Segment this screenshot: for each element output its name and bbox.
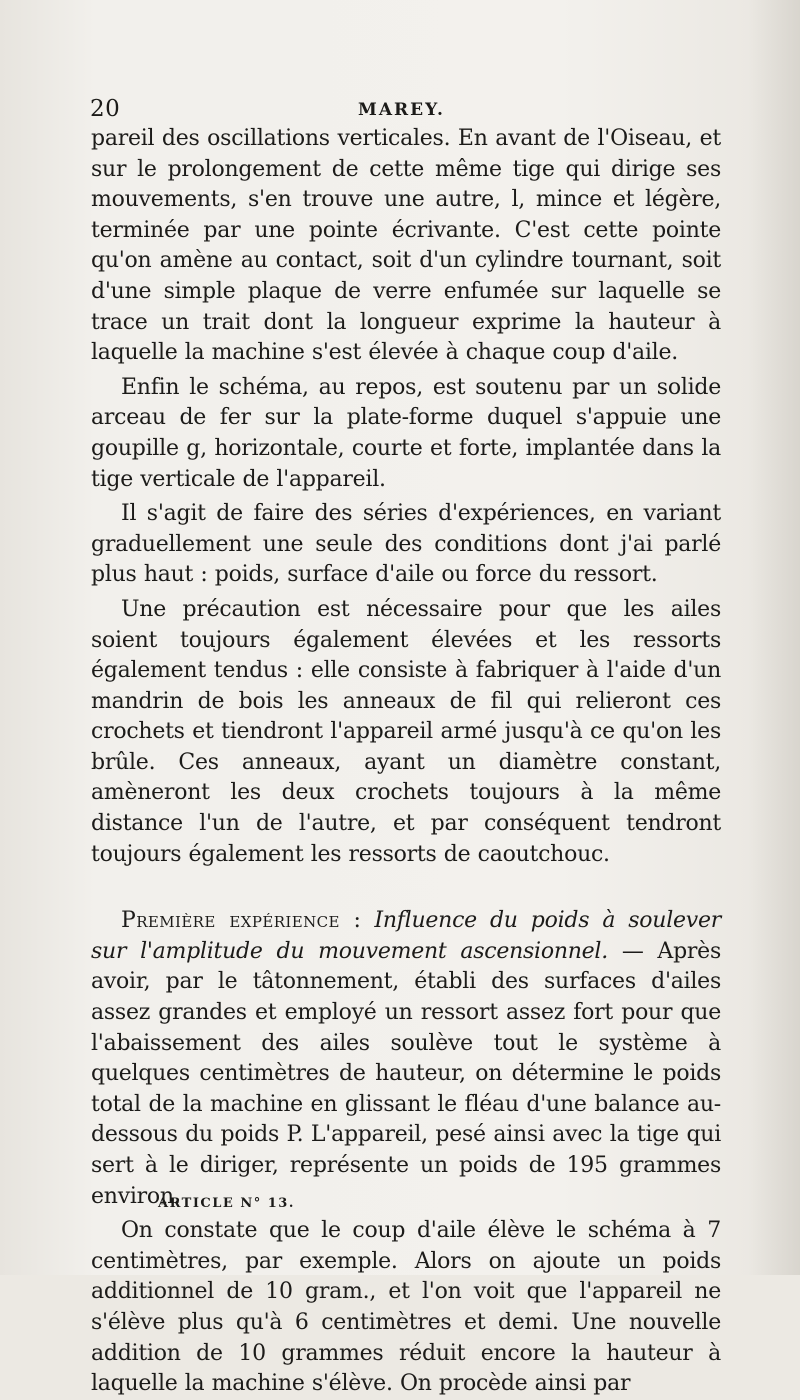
paragraph-2: Enfin le schéma, au repos, est soutenu par un solide arceau de fer sur la plate-forme duquel s'appuie une goupille g, horizontale, courte et forte, implantée dans la tige verticale de l'appareil. <box>91 374 721 492</box>
paragraph-3: Il s'agit de faire des séries d'expériences, en variant graduellement une seule des conditions dont j'ai parlé plus haut : poids, surface d'aile ou force du ressort. <box>91 501 721 588</box>
experiment-paragraph <box>91 906 721 1212</box>
paragraph-1: pareil des oscillations verticales. En avant de l'Oiseau, et sur le prolongement de cette même tige qui dirige ses mouvements, s'en trouve une autre, l, mince et légère, terminée par une pointe écrivante. C'est cette pointe qu'on amène au contact, soit d'un cylindre tournant, soit d'une simple plaque de verre enfumée sur laquelle se trace un trait dont la longueur exprime la hauteur à laquelle la machine s'est élevée à chaque coup d'aile. <box>91 126 721 366</box>
closing-paragraph: On constate que le coup d'aile élève le schéma à 7 centimètres, par exemple. Alors on ajoute un poids additionnel de 10 gram., et l'on voit que l'appareil ne s'élève plus qu'à 6 centimètres et demi. Une nouvelle addition de 10 grammes réduit encore la hauteur à laquelle la machine s'élève. On procède ainsi par <box>91 1218 721 1397</box>
running-head: MAREY. <box>358 100 445 120</box>
experiment-title: Influence du poids à soulever sur l'amplitude du mouvement ascensionnel. <box>91 908 721 964</box>
experiment-text: — Après avoir, par le tâtonnement, établi des surfaces d'ailes assez grandes et employé un ressort assez fort pour que l'abaissement des ailes soulève tout le système à quelques centimètres de hauteur, on détermine le poids total de la machine en glissant le fléau d'une balance au-dessous du poids P. L'appareil, pesé ainsi avec la tige qui sert à le diriger, représente un poids de 195 grammes environ. <box>91 938 721 1209</box>
paragraph-4: Une précaution est nécessaire pour que les ailes soient toujours également élevées et les ressorts également tendus : elle consiste à fabriquer à l'aide d'un mandrin de bois les anneaux de fil qui relieront ces crochets et tiendront l'appareil armé jusqu'à ce qu'on les brûle. Ces anneaux, ayant un diamètre constant, amèneront les deux crochets toujours à la même distance l'un de l'autre, et par conséquent tendront toujours également les ressorts de caoutchouc. <box>91 596 721 867</box>
article-footer: ARTICLE N° 13. <box>158 1196 295 1211</box>
page-number: 20 <box>90 96 121 122</box>
experiment-heading: Première expérience : <box>121 908 362 934</box>
page-edge-shadow <box>748 0 800 1275</box>
